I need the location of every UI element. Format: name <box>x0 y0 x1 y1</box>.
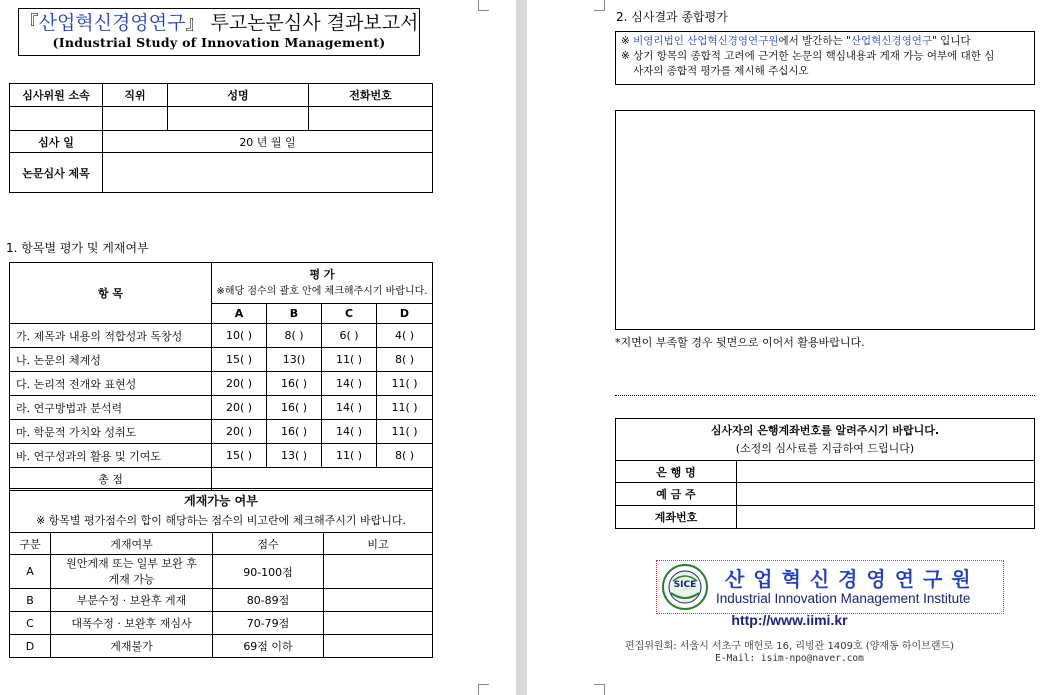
account-holder-label: 예 금 주 <box>616 483 737 506</box>
pub-header-grade: 구분 <box>10 533 51 555</box>
affiliation-field[interactable] <box>10 107 103 131</box>
pub-status: 게재불가 <box>51 635 213 658</box>
evaluation-comment-box[interactable] <box>615 110 1035 330</box>
eval-row-label: 다. 논리적 전개와 표현성 <box>10 372 212 396</box>
score-checkbox[interactable]: 11( ) <box>377 372 433 396</box>
score-checkbox[interactable]: 6( ) <box>322 324 377 348</box>
pub-grade: A <box>10 555 51 589</box>
account-number-label: 계좌번호 <box>616 506 737 529</box>
institute-seal-icon <box>659 563 711 611</box>
score-checkbox[interactable]: 11( ) <box>322 444 377 468</box>
phone-field[interactable] <box>309 107 433 131</box>
eval-note: ※해당 점수의 괄호 안에 체크해주시기 바랍니다. <box>216 286 428 297</box>
score-checkbox[interactable]: 14( ) <box>322 372 377 396</box>
bank-subtitle: (소정의 심사료를 지급하여 드립니다) <box>735 441 915 455</box>
bank-account-table <box>615 418 1035 529</box>
reviewer-info-table <box>9 83 433 193</box>
institute-name-ko: 산 업 혁 신 경 영 연 구 원 <box>725 567 972 591</box>
pub-score: 70-79점 <box>213 612 324 635</box>
header-position: 직위 <box>103 84 168 107</box>
bank-title: 심사자의 은행계좌번호를 알려주시기 바랍니다. <box>710 423 940 437</box>
page-corner-mark <box>478 684 489 695</box>
publication-note: ※ 항목별 평가점수의 합이 해당하는 점수의 비고란에 체크해주시기 바랍니다. <box>35 513 407 527</box>
pub-remarks-field[interactable] <box>324 612 433 635</box>
eval-row-label: 마. 학문적 가치와 성취도 <box>10 420 212 444</box>
institute-logo-block <box>656 560 1004 614</box>
publication-table <box>9 488 433 658</box>
page-right <box>528 0 1051 695</box>
pub-score: 69점 이하 <box>213 635 324 658</box>
pub-header-status: 게재여부 <box>51 533 213 555</box>
score-checkbox[interactable]: 20( ) <box>212 420 267 444</box>
report-title: 『산업혁신경영연구』 투고논문심사 결과보고서 <box>19 12 419 34</box>
grade-b-header: B <box>267 304 322 324</box>
institute-name-en: Industrial Innovation Management Institute <box>716 591 971 606</box>
section2-heading: 2. 심사결과 종합평가 <box>616 10 728 24</box>
page-corner-mark <box>478 0 489 11</box>
score-checkbox[interactable]: 20( ) <box>212 372 267 396</box>
paper-title-field[interactable] <box>103 153 433 193</box>
bank-header <box>616 419 1035 461</box>
pub-header-remarks: 비고 <box>324 533 433 555</box>
pub-status: 대폭수정 · 보완후 재심사 <box>51 612 213 635</box>
notice-box <box>615 31 1035 85</box>
score-checkbox[interactable]: 11( ) <box>322 348 377 372</box>
bank-name-label: 은 행 명 <box>616 461 737 483</box>
score-checkbox[interactable]: 15( ) <box>212 348 267 372</box>
pub-remarks-field[interactable] <box>324 555 433 589</box>
score-checkbox[interactable]: 14( ) <box>322 396 377 420</box>
score-checkbox[interactable]: 15( ) <box>212 444 267 468</box>
score-checkbox[interactable]: 16( ) <box>267 420 322 444</box>
eval-row-label: 나. 논문의 체계성 <box>10 348 212 372</box>
header-name: 성명 <box>168 84 309 107</box>
score-checkbox[interactable]: 14( ) <box>322 420 377 444</box>
page-corner-mark <box>594 684 605 695</box>
page-left <box>0 0 500 695</box>
item-header: 항 목 <box>10 263 212 324</box>
position-field[interactable] <box>103 107 168 131</box>
page-separator <box>516 0 527 695</box>
pub-status: 원안게재 또는 일부 보완 후 게재 가능 <box>51 555 213 589</box>
date-label: 심사 일 <box>10 131 103 153</box>
pub-remarks-field[interactable] <box>324 635 433 658</box>
score-checkbox[interactable]: 8( ) <box>377 444 433 468</box>
report-title-box <box>18 8 420 56</box>
score-checkbox[interactable]: 4( ) <box>377 324 433 348</box>
grade-a-header: A <box>212 304 267 324</box>
notice-instruction: ※ 상기 항목의 종합적 고려에 근거한 논문의 핵심내용과 게재 가능 여부에 대한 심 <box>621 50 995 62</box>
score-checkbox[interactable]: 13( ) <box>267 444 322 468</box>
score-checkbox[interactable]: 8( ) <box>377 348 433 372</box>
score-checkbox[interactable]: 8( ) <box>267 324 322 348</box>
pub-score: 80-89점 <box>213 589 324 612</box>
bank-name-field[interactable] <box>737 461 1035 483</box>
seal-text: SICE <box>673 580 697 590</box>
score-checkbox[interactable]: 11( ) <box>377 396 433 420</box>
pub-score: 90-100점 <box>213 555 324 589</box>
eval-row-label: 바. 연구성과의 활용 및 기여도 <box>10 444 212 468</box>
notice-instruction-cont: 사자의 종합적 평가를 제시해 주십시오 <box>633 65 809 77</box>
grade-d-header: D <box>377 304 433 324</box>
name-field[interactable] <box>168 107 309 131</box>
score-checkbox[interactable]: 13() <box>267 348 322 372</box>
publication-header <box>10 489 433 533</box>
pub-remarks-field[interactable] <box>324 589 433 612</box>
institute-address: 편집위원회: 서울시 서초구 매헌로 16, 리빙관 1409호 (양재동 하이브랜드) <box>624 641 955 652</box>
publication-title: 게재가능 여부 <box>184 493 258 508</box>
eval-row-label: 라. 연구방법과 분석력 <box>10 396 212 420</box>
evaluation-table <box>9 262 433 491</box>
pub-grade: C <box>10 612 51 635</box>
eval-header: 평 가 ※해당 점수의 괄호 안에 체크해주시기 바랍니다. <box>212 263 433 304</box>
institute-email[interactable]: E-Mail: isim-npo@naver.com <box>715 653 864 664</box>
header-affiliation: 심사위원 소속 <box>10 84 103 107</box>
account-number-field[interactable] <box>737 506 1035 529</box>
total-label: 총 점 <box>10 468 212 491</box>
journal-name: 산업혁신경영연구 <box>38 12 186 34</box>
pub-status: 부분수정 · 보완후 게재 <box>51 589 213 612</box>
grade-c-header: C <box>322 304 377 324</box>
cut-line <box>615 395 1035 396</box>
pub-grade: B <box>10 589 51 612</box>
score-checkbox[interactable]: 11( ) <box>377 420 433 444</box>
report-title-english: (Industrial Study of Innovation Management) <box>52 35 386 50</box>
score-checkbox[interactable]: 10( ) <box>212 324 267 348</box>
pub-header-score: 점수 <box>213 533 324 555</box>
pub-grade: D <box>10 635 51 658</box>
score-checkbox[interactable]: 16( ) <box>267 372 322 396</box>
score-checkbox[interactable]: 20( ) <box>212 396 267 420</box>
account-holder-field[interactable] <box>737 483 1035 506</box>
page-corner-mark <box>594 0 605 11</box>
header-phone: 전화번호 <box>309 84 433 107</box>
paper-title-label: 논문심사 제목 <box>10 153 103 193</box>
section1-heading: 1. 항목별 평가 및 게재여부 <box>6 241 149 255</box>
notice-publisher: ※ 비영리법인 산업혁신경영연구원에서 발간하는 "산업혁신경영연구" 입니다 <box>621 35 971 47</box>
eval-row-label: 가. 제목과 내용의 적합성과 독창성 <box>10 324 212 348</box>
date-field[interactable]: 20 년 월 일 <box>103 131 433 153</box>
institute-url[interactable]: http://www.iimi.kr <box>731 612 848 628</box>
score-checkbox[interactable]: 16( ) <box>267 396 322 420</box>
footnote: *지면이 부족할 경우 뒷면으로 이어서 활용바랍니다. <box>615 336 865 349</box>
